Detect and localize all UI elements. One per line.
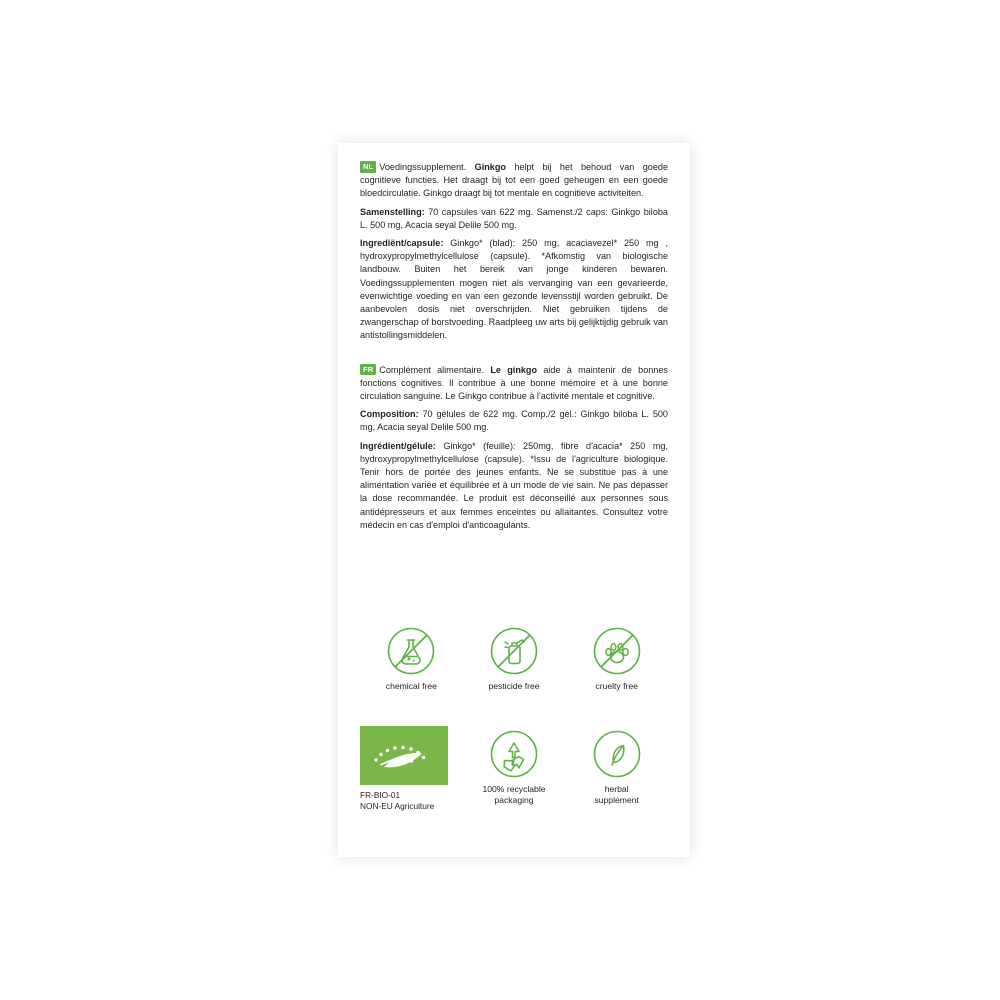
fr-composition-text: 70 gélules de 622 mg. Comp./2 gél.: Ginkgo biloba L. 500 mg, Acacia seyal Delile 500 mg. bbox=[360, 409, 668, 433]
icon-row-bottom bbox=[360, 726, 668, 813]
nl-intro-paragraph bbox=[360, 161, 668, 201]
nl-composition-text: 70 capsules van 622 mg. Samenst./2 caps: Ginkgo biloba L. 500 mg, Acacia seyal Delile 500 mg. bbox=[360, 206, 668, 230]
pesticide-free-icon bbox=[463, 623, 566, 679]
herbal-supplement-caption bbox=[565, 784, 668, 807]
icon-cell-recyclable-packaging bbox=[463, 726, 566, 813]
eu-organic-code: FR-BIO-01 bbox=[360, 789, 401, 800]
chemical-free-caption: chemical free bbox=[385, 681, 437, 691]
cruelty-free-caption: cruelty free bbox=[595, 681, 638, 691]
fr-intro-bold: Le ginkgo bbox=[490, 364, 538, 375]
cruelty-free-icon bbox=[565, 623, 668, 679]
fr-text-block bbox=[360, 364, 668, 532]
chemical-free-icon bbox=[360, 623, 463, 679]
fr-ingredients-text: Ginkgo* (feuille): 250mg, fibre d'acacia* 250 mg, hydroxypropylmethylcellulose (capsule). *Issu de l'agriculture biologique. Tenir hors de portée des jeunes enfants. Ne se substitue pas à une alimentation variée et équilibrée et à un mode de vie sain. Ne pas dépasser la dose recommandée. Le produit est déconseillé aux personnes sous antidépresseurs et aux femmes enceintes ou allaitantes. Consultez votre médecin en cas d'emploi d'anticoagulants. bbox=[360, 440, 669, 530]
fr-intro-lead: Complément alimentaire. bbox=[379, 364, 485, 375]
recyclable-caption-line2: packaging bbox=[494, 795, 534, 805]
pesticide-free-caption: pesticide free bbox=[488, 681, 540, 691]
label-text-content bbox=[360, 161, 668, 532]
herbal-caption-line2: supplement bbox=[594, 795, 639, 805]
nl-intro-rest: helpt bij het behoud van goede cognitieve functies. Het draagt bij tot een goed geheugen en een goede bloedcirculatie. Ginkgo draagt bij tot mentale en cognitieve activiteiten. bbox=[360, 162, 669, 199]
nl-composition-label: Samenstelling: bbox=[360, 206, 425, 217]
recyclable-packaging-caption bbox=[463, 784, 566, 807]
herbal-supplement-icon bbox=[565, 726, 668, 782]
product-label-panel bbox=[338, 143, 690, 857]
nl-ingredients-label: Ingrediënt/capsule: bbox=[360, 238, 444, 249]
icon-cell-herbal-supplement bbox=[565, 726, 668, 813]
fr-language-badge: FR bbox=[360, 364, 376, 376]
icon-cell-pesticide-free bbox=[463, 623, 566, 693]
fr-intro-paragraph bbox=[360, 364, 668, 404]
icon-row-top bbox=[360, 623, 668, 693]
icon-cell-eu-organic bbox=[360, 726, 463, 813]
nl-ingredients-paragraph bbox=[360, 237, 668, 343]
nl-text-block bbox=[360, 161, 668, 343]
eu-organic-leaf-icon bbox=[360, 726, 448, 785]
fr-composition-paragraph bbox=[360, 408, 668, 434]
nl-intro-lead: Voedingssupplement. bbox=[379, 162, 467, 172]
nl-composition-paragraph bbox=[360, 206, 668, 232]
fr-ingredients-paragraph bbox=[360, 440, 668, 532]
nl-language-badge: NL bbox=[360, 161, 376, 173]
eu-organic-caption bbox=[360, 790, 463, 813]
eu-organic-origin: NON-EU Agriculture bbox=[360, 801, 435, 811]
recyclable-packaging-icon bbox=[463, 726, 566, 782]
herbal-caption-line1: herbal bbox=[604, 783, 629, 794]
fr-intro-rest: aide à maintenir de bonnes fonctions cognitives. Il contribue à une bonne mémoire et à une bonne circulation sanguine. Le Ginkgo contribue à l'activité mentale et cognitive. bbox=[360, 364, 668, 402]
icon-cell-chemical-free bbox=[360, 623, 463, 693]
icon-cell-cruelty-free bbox=[565, 623, 668, 693]
fr-ingredients-label: Ingrédient/gélule: bbox=[360, 440, 436, 451]
nl-intro-bold: Ginkgo bbox=[474, 162, 506, 172]
fr-composition-label: Composition: bbox=[360, 409, 419, 420]
certification-icon-grid bbox=[360, 623, 668, 813]
nl-ingredients-text: Ginkgo* (blad): 250 mg, acaciavezel* 250 mg , hydroxypropylmethylcellulose (capsule). *Afkomstig van biologische landbouw. Buiten het bereik van jonge kinderen bewaren. Voedingssupplementen mogen niet als vervanging van een gevarieerde, evenwichtige voeding en van een gezonde levensstijl worden gebruikt. De aanbevolen dosis niet overschrijden. Niet gebruiken tijdens de zwangerschap of borstvoeding. Raadpleeg uw arts bij gelijktijdig gebruik van antistollingsmiddelen. bbox=[360, 238, 668, 341]
recyclable-caption-line1: 100% recyclable bbox=[482, 783, 546, 794]
